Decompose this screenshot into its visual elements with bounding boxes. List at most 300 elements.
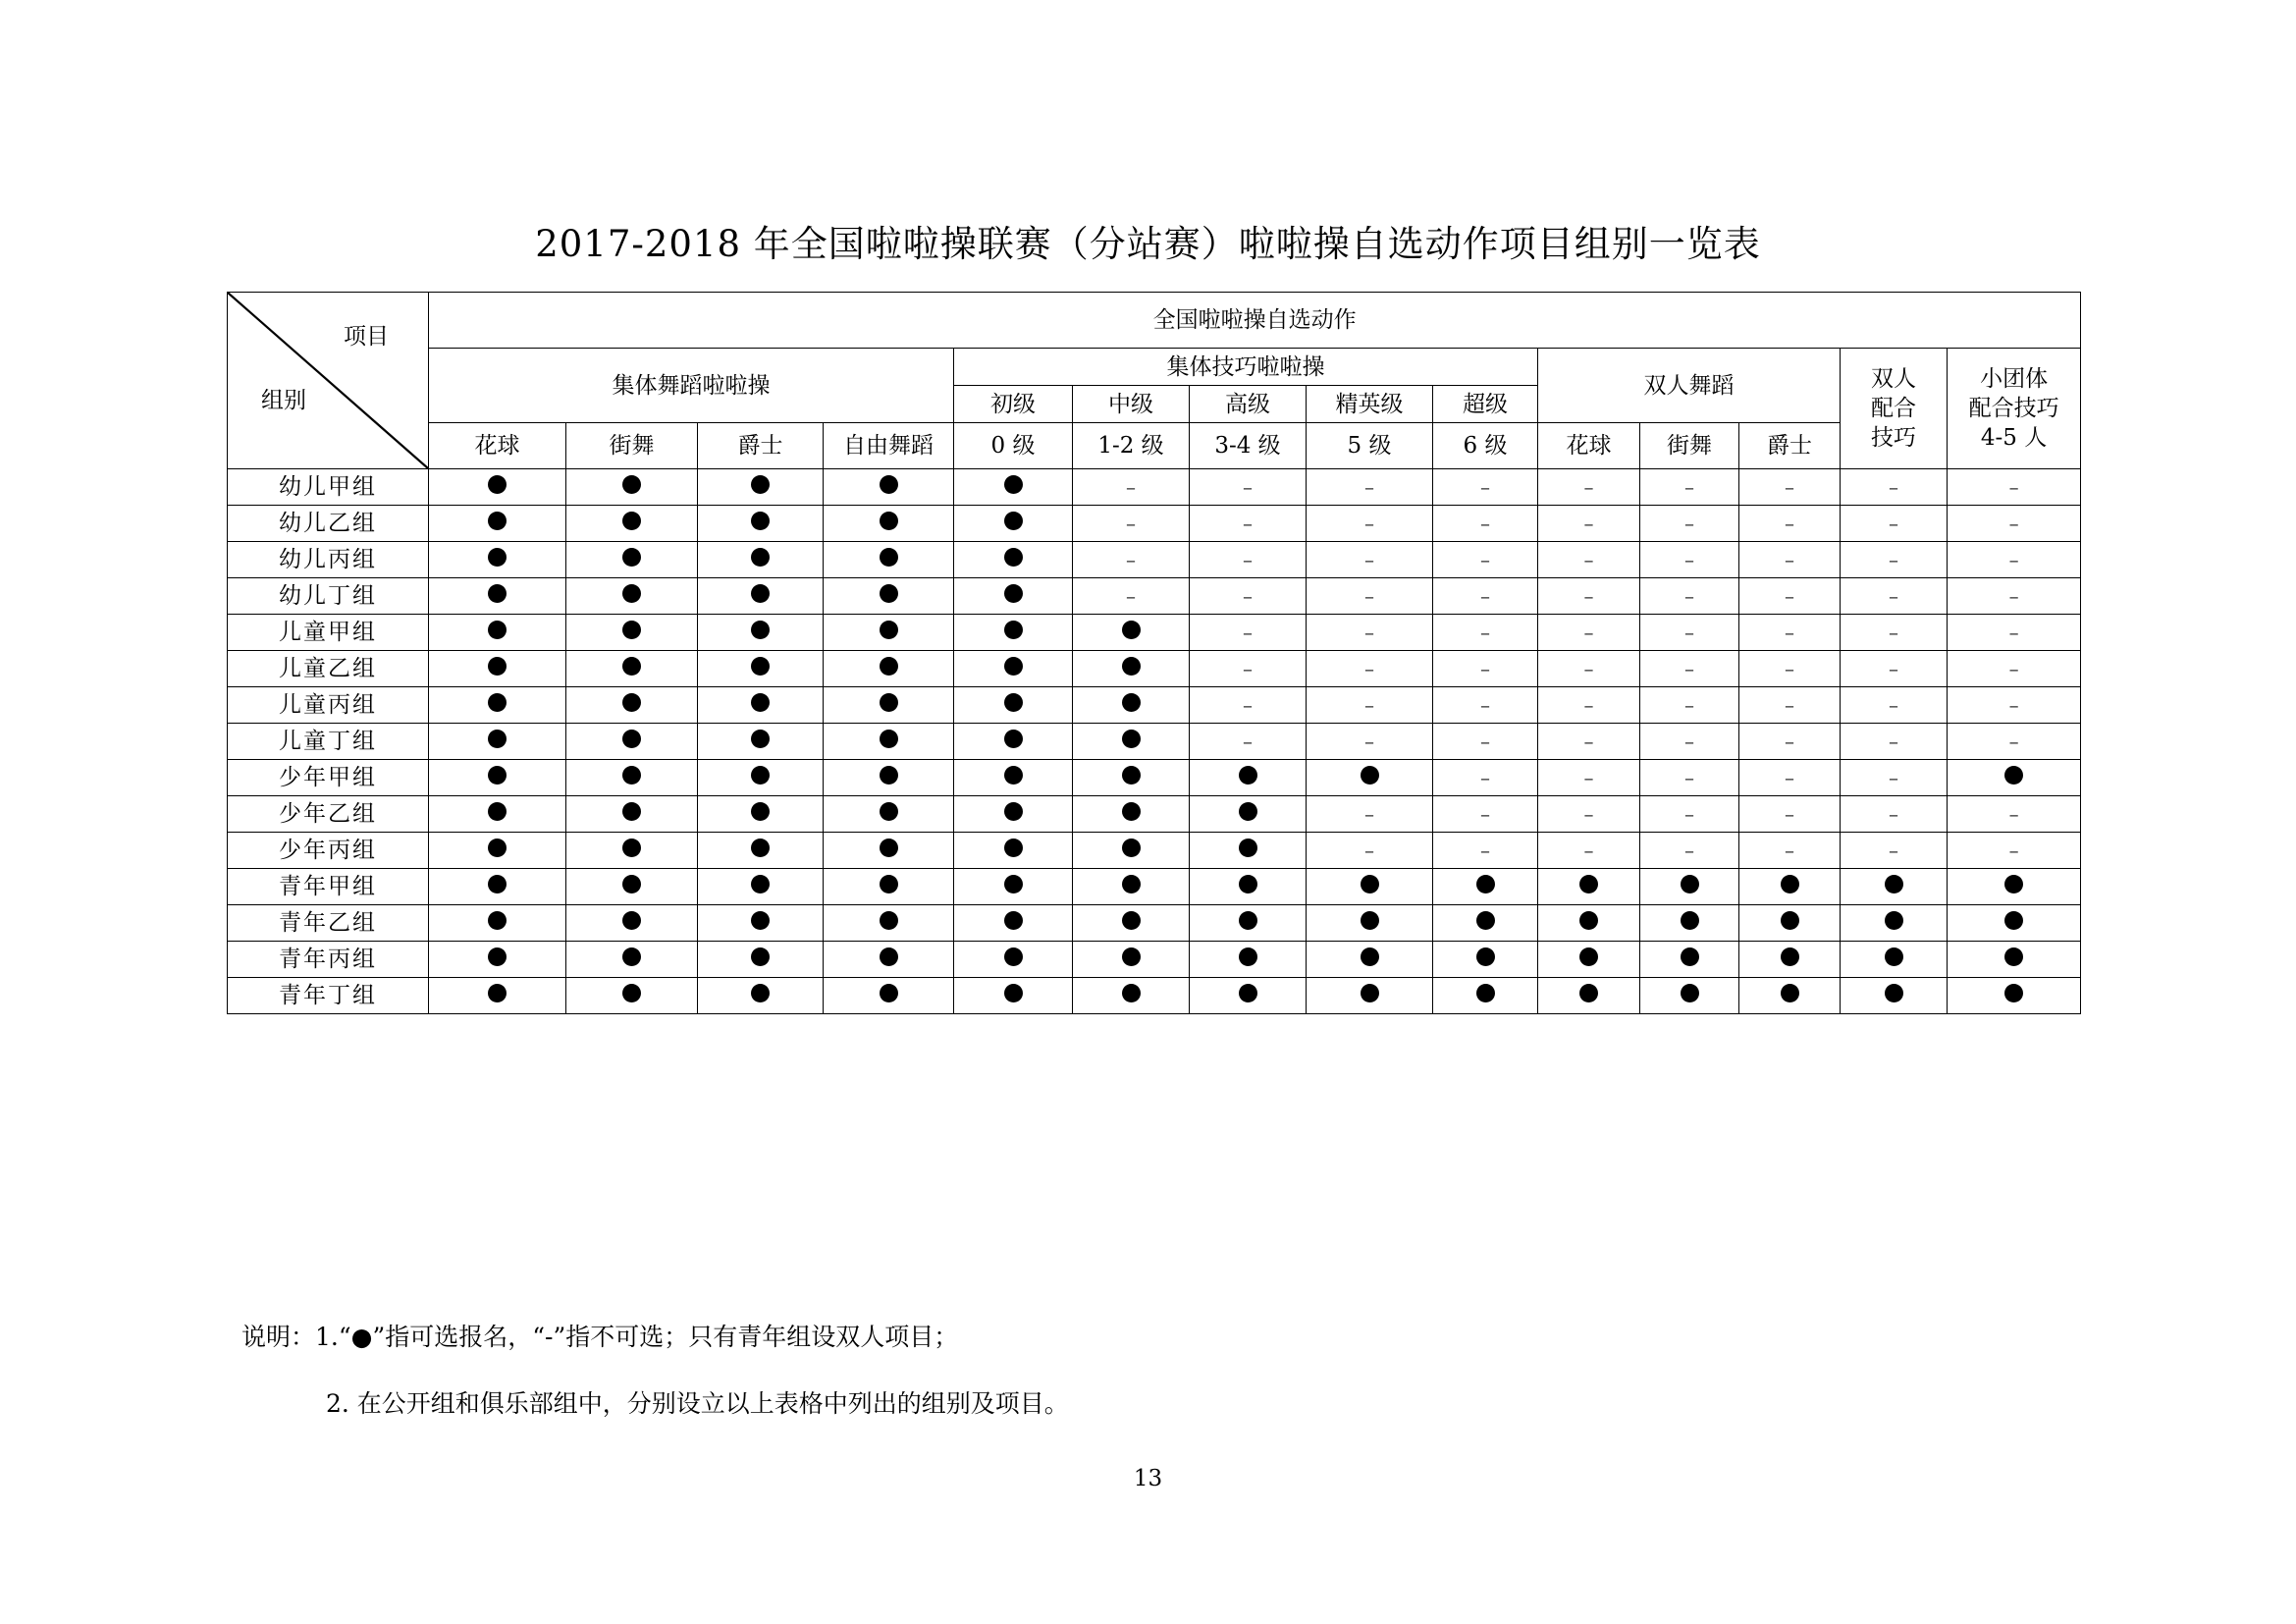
cell-unavailable (1538, 833, 1640, 869)
unavailable-dash-icon: – (1126, 584, 1136, 608)
table-row (228, 942, 2081, 978)
available-dot-icon (1004, 621, 1023, 639)
cell-unavailable (1841, 651, 1948, 687)
cell-available (1073, 651, 1190, 687)
cell-unavailable (1841, 833, 1948, 869)
unavailable-dash-icon: – (1889, 766, 1898, 789)
note-line-1: 说明：1.“●”指可选报名，“-”指不可选；只有青年组设双人项目； (241, 1323, 959, 1351)
available-dot-icon (622, 766, 641, 785)
unavailable-dash-icon: – (1243, 657, 1253, 680)
available-dot-icon (622, 802, 641, 821)
available-dot-icon (2004, 875, 2023, 893)
unavailable-dash-icon: – (1364, 802, 1374, 826)
cell-available (954, 905, 1073, 942)
available-dot-icon (880, 475, 898, 494)
corner-header-cell (228, 293, 429, 469)
available-dot-icon (1004, 512, 1023, 530)
unavailable-dash-icon: – (1583, 802, 1594, 826)
column-header: 花球 (429, 423, 566, 469)
cell-available (429, 469, 566, 506)
cell-available (429, 578, 566, 615)
cell-available (1841, 978, 1948, 1014)
available-dot-icon (751, 730, 770, 748)
available-dot-icon (488, 548, 507, 567)
unavailable-dash-icon: – (1889, 621, 1898, 644)
cell-available (429, 905, 566, 942)
cell-available (1073, 687, 1190, 724)
cell-available (954, 833, 1073, 869)
header-top: 全国啦啦操自选动作 (429, 293, 2081, 349)
cell-available (1948, 942, 2081, 978)
cell-unavailable (1640, 578, 1739, 615)
skill-level-cell: 超级 (1433, 386, 1538, 423)
duo-stunt-cell-line: 技巧 (1871, 425, 1916, 451)
cell-available (1190, 905, 1307, 942)
available-dot-icon (1122, 693, 1141, 712)
cell-available (566, 615, 698, 651)
cell-unavailable (1433, 615, 1538, 651)
group-stunt-cell-line: 小团体 (1980, 366, 2049, 392)
cell-unavailable (1948, 833, 2081, 869)
cell-available (566, 687, 698, 724)
cell-unavailable (1433, 796, 1538, 833)
column-header: 街舞 (1640, 423, 1739, 469)
available-dot-icon (880, 512, 898, 530)
unavailable-dash-icon: – (2008, 657, 2019, 680)
available-dot-icon (1885, 984, 1903, 1002)
cell-available (429, 833, 566, 869)
cell-available (429, 687, 566, 724)
cell-unavailable (1841, 724, 1948, 760)
available-dot-icon (751, 584, 770, 603)
unavailable-dash-icon: – (1364, 621, 1374, 644)
unavailable-dash-icon: – (2008, 512, 2019, 535)
cell-unavailable (1841, 760, 1948, 796)
unavailable-dash-icon: – (1364, 693, 1374, 717)
unavailable-dash-icon: – (1583, 839, 1594, 862)
available-dot-icon (1004, 730, 1023, 748)
unavailable-dash-icon: – (1684, 693, 1694, 717)
cell-unavailable (1841, 687, 1948, 724)
cell-available (429, 942, 566, 978)
available-dot-icon (751, 693, 770, 712)
unavailable-dash-icon: – (1480, 475, 1490, 499)
cell-available (1739, 869, 1841, 905)
available-dot-icon (1239, 766, 1257, 785)
cell-unavailable (1948, 687, 2081, 724)
cell-unavailable (1433, 651, 1538, 687)
cell-available (698, 942, 824, 978)
unavailable-dash-icon: – (1785, 693, 1794, 717)
available-dot-icon (1122, 657, 1141, 676)
cell-available (1433, 942, 1538, 978)
cell-unavailable (1640, 469, 1739, 506)
cell-available (1433, 869, 1538, 905)
available-dot-icon (1361, 911, 1379, 930)
available-dot-icon (622, 584, 641, 603)
cell-available (429, 506, 566, 542)
unavailable-dash-icon: – (1480, 657, 1490, 680)
row-group-label: 少年甲组 (228, 760, 429, 796)
cell-unavailable (1739, 796, 1841, 833)
cell-available (1073, 869, 1190, 905)
cell-available (1948, 905, 2081, 942)
unavailable-dash-icon: – (1243, 621, 1253, 644)
unavailable-dash-icon: – (2008, 475, 2019, 499)
available-dot-icon (1781, 911, 1799, 930)
column-header: 花球 (1538, 423, 1640, 469)
available-dot-icon (1579, 875, 1598, 893)
available-dot-icon (488, 693, 507, 712)
cell-available (698, 833, 824, 869)
cell-available (566, 942, 698, 978)
cell-unavailable (1307, 687, 1433, 724)
row-group-label: 少年丙组 (228, 833, 429, 869)
unavailable-dash-icon: – (1126, 512, 1136, 535)
cell-unavailable (1739, 833, 1841, 869)
unavailable-dash-icon: – (1785, 584, 1794, 608)
unavailable-dash-icon: – (2008, 802, 2019, 826)
unavailable-dash-icon: – (1364, 839, 1374, 862)
available-dot-icon (1681, 875, 1699, 893)
cell-available (1073, 942, 1190, 978)
cell-available (954, 687, 1073, 724)
unavailable-dash-icon: – (1364, 657, 1374, 680)
cell-available (954, 724, 1073, 760)
available-dot-icon (1361, 766, 1379, 785)
available-dot-icon (880, 839, 898, 857)
unavailable-dash-icon: – (1889, 693, 1898, 717)
corner-item-label: 项目 (344, 324, 389, 350)
unavailable-dash-icon: – (1364, 730, 1374, 753)
unavailable-dash-icon: – (1684, 766, 1694, 789)
unavailable-dash-icon: – (1785, 730, 1794, 753)
cell-unavailable (1433, 724, 1538, 760)
row-group-label: 幼儿丁组 (228, 578, 429, 615)
unavailable-dash-icon: – (1785, 802, 1794, 826)
available-dot-icon (1004, 548, 1023, 567)
unavailable-dash-icon: – (1684, 475, 1694, 499)
column-header: 自由舞蹈 (824, 423, 954, 469)
cell-available (824, 833, 954, 869)
duo-stunt-cell-line: 配合 (1871, 396, 1916, 421)
cell-available (1190, 942, 1307, 978)
cell-available (1538, 869, 1640, 905)
cell-unavailable (1841, 578, 1948, 615)
available-dot-icon (880, 584, 898, 603)
table-row (228, 760, 2081, 796)
group-stunt-cell-line: 4-5 人 (1980, 425, 2048, 451)
unavailable-dash-icon: – (1243, 584, 1253, 608)
unavailable-dash-icon: – (1364, 548, 1374, 571)
available-dot-icon (1239, 947, 1257, 966)
unavailable-dash-icon: – (1889, 657, 1898, 680)
note-line-2: 2. 在公开组和俱乐部组中，分别设立以上表格中列出的组别及项目。 (326, 1389, 1069, 1418)
cell-unavailable (1739, 724, 1841, 760)
cell-available (1640, 978, 1739, 1014)
table-row (228, 615, 2081, 651)
available-dot-icon (1361, 947, 1379, 966)
cell-unavailable (1841, 506, 1948, 542)
cell-available (824, 578, 954, 615)
cell-available (1640, 869, 1739, 905)
unavailable-dash-icon: – (1785, 839, 1794, 862)
unavailable-dash-icon: – (1785, 621, 1794, 644)
available-dot-icon (751, 766, 770, 785)
available-dot-icon (751, 839, 770, 857)
available-dot-icon (488, 802, 507, 821)
cell-unavailable (1640, 796, 1739, 833)
column-header: 爵士 (1739, 423, 1841, 469)
header-duo-stunt (1841, 349, 1948, 469)
unavailable-dash-icon: – (1480, 584, 1490, 608)
unavailable-dash-icon: – (1243, 730, 1253, 753)
row-group-label: 儿童丁组 (228, 724, 429, 760)
cell-unavailable (1739, 578, 1841, 615)
cell-unavailable (1433, 760, 1538, 796)
available-dot-icon (751, 512, 770, 530)
header-skill: 集体技巧啦啦操 (954, 349, 1538, 386)
notes (241, 1318, 1069, 1418)
cell-available (698, 869, 824, 905)
unavailable-dash-icon: – (1480, 730, 1490, 753)
row-group-label: 幼儿乙组 (228, 506, 429, 542)
cell-available (429, 869, 566, 905)
cell-unavailable (1190, 687, 1307, 724)
cell-unavailable (1739, 651, 1841, 687)
available-dot-icon (1579, 911, 1598, 930)
cell-available (698, 578, 824, 615)
cell-unavailable (1640, 833, 1739, 869)
cell-unavailable (1640, 760, 1739, 796)
cell-unavailable (1538, 796, 1640, 833)
cell-available (824, 796, 954, 833)
column-header: 3-4 级 (1190, 423, 1307, 469)
available-dot-icon (1239, 984, 1257, 1002)
row-group-label: 儿童乙组 (228, 651, 429, 687)
cell-available (1307, 978, 1433, 1014)
available-dot-icon (1476, 875, 1495, 893)
column-header: 0 级 (954, 423, 1073, 469)
corner-group-label: 组别 (261, 388, 306, 413)
cell-available (566, 905, 698, 942)
available-dot-icon (751, 621, 770, 639)
cell-available (698, 724, 824, 760)
cell-available (824, 542, 954, 578)
available-dot-icon (751, 984, 770, 1002)
available-dot-icon (622, 875, 641, 893)
cell-unavailable (1948, 506, 2081, 542)
available-dot-icon (1681, 984, 1699, 1002)
cell-available (1841, 905, 1948, 942)
available-dot-icon (622, 911, 641, 930)
unavailable-dash-icon: – (1480, 621, 1490, 644)
available-dot-icon (1004, 766, 1023, 785)
cell-available (954, 869, 1073, 905)
group-stunt-cell-line: 配合技巧 (1968, 396, 2059, 421)
cell-unavailable (1640, 687, 1739, 724)
cell-unavailable (1307, 542, 1433, 578)
cell-unavailable (1433, 469, 1538, 506)
cell-unavailable (1948, 542, 2081, 578)
row-group-label: 青年甲组 (228, 869, 429, 905)
available-dot-icon (488, 875, 507, 893)
unavailable-dash-icon: – (1243, 548, 1253, 571)
events-table (227, 292, 2081, 1014)
cell-available (954, 578, 1073, 615)
column-header: 爵士 (698, 423, 824, 469)
available-dot-icon (622, 657, 641, 676)
available-dot-icon (880, 875, 898, 893)
cell-available (824, 978, 954, 1014)
cell-unavailable (1841, 796, 1948, 833)
available-dot-icon (488, 839, 507, 857)
available-dot-icon (751, 548, 770, 567)
unavailable-dash-icon: – (1583, 548, 1594, 571)
available-dot-icon (880, 730, 898, 748)
cell-unavailable (1190, 615, 1307, 651)
cell-available (566, 724, 698, 760)
unavailable-dash-icon: – (1364, 475, 1374, 499)
unavailable-dash-icon: – (1889, 512, 1898, 535)
cell-available (1948, 869, 2081, 905)
available-dot-icon (622, 984, 641, 1002)
cell-unavailable (1739, 760, 1841, 796)
table-row (228, 905, 2081, 942)
cell-available (566, 796, 698, 833)
cell-unavailable (1640, 651, 1739, 687)
available-dot-icon (751, 911, 770, 930)
cell-unavailable (1307, 651, 1433, 687)
cell-unavailable (1739, 615, 1841, 651)
cell-unavailable (1948, 469, 2081, 506)
unavailable-dash-icon: – (1889, 475, 1898, 499)
available-dot-icon (488, 947, 507, 966)
available-dot-icon (622, 475, 641, 494)
cell-unavailable (1538, 469, 1640, 506)
cell-unavailable (1307, 578, 1433, 615)
available-dot-icon (1239, 839, 1257, 857)
available-dot-icon (1476, 911, 1495, 930)
cell-unavailable (1538, 506, 1640, 542)
available-dot-icon (1122, 911, 1141, 930)
cell-unavailable (1948, 651, 2081, 687)
cell-available (1073, 833, 1190, 869)
unavailable-dash-icon: – (1684, 512, 1694, 535)
cell-available (824, 905, 954, 942)
cell-available (698, 542, 824, 578)
cell-available (1190, 978, 1307, 1014)
available-dot-icon (1004, 584, 1023, 603)
cell-available (1073, 796, 1190, 833)
available-dot-icon (1361, 984, 1379, 1002)
unavailable-dash-icon: – (1480, 512, 1490, 535)
cell-available (698, 760, 824, 796)
cell-unavailable (1307, 724, 1433, 760)
available-dot-icon (880, 947, 898, 966)
row-group-label: 少年乙组 (228, 796, 429, 833)
unavailable-dash-icon: – (1126, 548, 1136, 571)
cell-available (954, 615, 1073, 651)
cell-available (954, 542, 1073, 578)
available-dot-icon (880, 657, 898, 676)
cell-unavailable (1948, 724, 2081, 760)
page-title: 2017-2018 年全国啦啦操联赛（分站赛）啦啦操自选动作项目组别一览表 (535, 223, 1761, 265)
available-dot-icon (2004, 984, 2023, 1002)
available-dot-icon (622, 693, 641, 712)
unavailable-dash-icon: – (2008, 621, 2019, 644)
cell-unavailable (1739, 542, 1841, 578)
cell-available (1307, 942, 1433, 978)
unavailable-dash-icon: – (2008, 584, 2019, 608)
cell-unavailable (1538, 542, 1640, 578)
available-dot-icon (622, 548, 641, 567)
cell-available (1841, 942, 1948, 978)
cell-unavailable (1640, 724, 1739, 760)
unavailable-dash-icon: – (1126, 475, 1136, 499)
cell-unavailable (1538, 724, 1640, 760)
cell-available (698, 506, 824, 542)
cell-available (824, 942, 954, 978)
cell-available (1739, 942, 1841, 978)
available-dot-icon (1122, 875, 1141, 893)
row-group-label: 儿童丙组 (228, 687, 429, 724)
available-dot-icon (880, 911, 898, 930)
available-dot-icon (1781, 875, 1799, 893)
cell-available (954, 796, 1073, 833)
cell-available (698, 687, 824, 724)
cell-available (429, 724, 566, 760)
cell-unavailable (1433, 578, 1538, 615)
available-dot-icon (1004, 657, 1023, 676)
available-dot-icon (488, 621, 507, 639)
cell-available (1073, 724, 1190, 760)
table-row (228, 869, 2081, 905)
unavailable-dash-icon: – (2008, 730, 2019, 753)
available-dot-icon (1885, 947, 1903, 966)
available-dot-icon (1122, 766, 1141, 785)
diagonal-divider (228, 293, 428, 468)
available-dot-icon (1004, 984, 1023, 1002)
unavailable-dash-icon: – (1480, 839, 1490, 862)
cell-unavailable (1307, 796, 1433, 833)
cell-available (824, 469, 954, 506)
row-group-label: 幼儿甲组 (228, 469, 429, 506)
cell-unavailable (1640, 542, 1739, 578)
available-dot-icon (2004, 947, 2023, 966)
available-dot-icon (488, 584, 507, 603)
unavailable-dash-icon: – (2008, 839, 2019, 862)
available-dot-icon (1004, 693, 1023, 712)
cell-available (698, 651, 824, 687)
cell-available (824, 687, 954, 724)
available-dot-icon (1004, 839, 1023, 857)
available-dot-icon (1004, 911, 1023, 930)
available-dot-icon (751, 947, 770, 966)
unavailable-dash-icon: – (1785, 512, 1794, 535)
available-dot-icon (622, 730, 641, 748)
column-header: 6 级 (1433, 423, 1538, 469)
row-group-label: 儿童甲组 (228, 615, 429, 651)
cell-available (1190, 869, 1307, 905)
cell-available (698, 469, 824, 506)
cell-unavailable (1948, 796, 2081, 833)
cell-unavailable (1073, 578, 1190, 615)
available-dot-icon (880, 766, 898, 785)
available-dot-icon (751, 657, 770, 676)
cell-available (954, 942, 1073, 978)
available-dot-icon (488, 475, 507, 494)
